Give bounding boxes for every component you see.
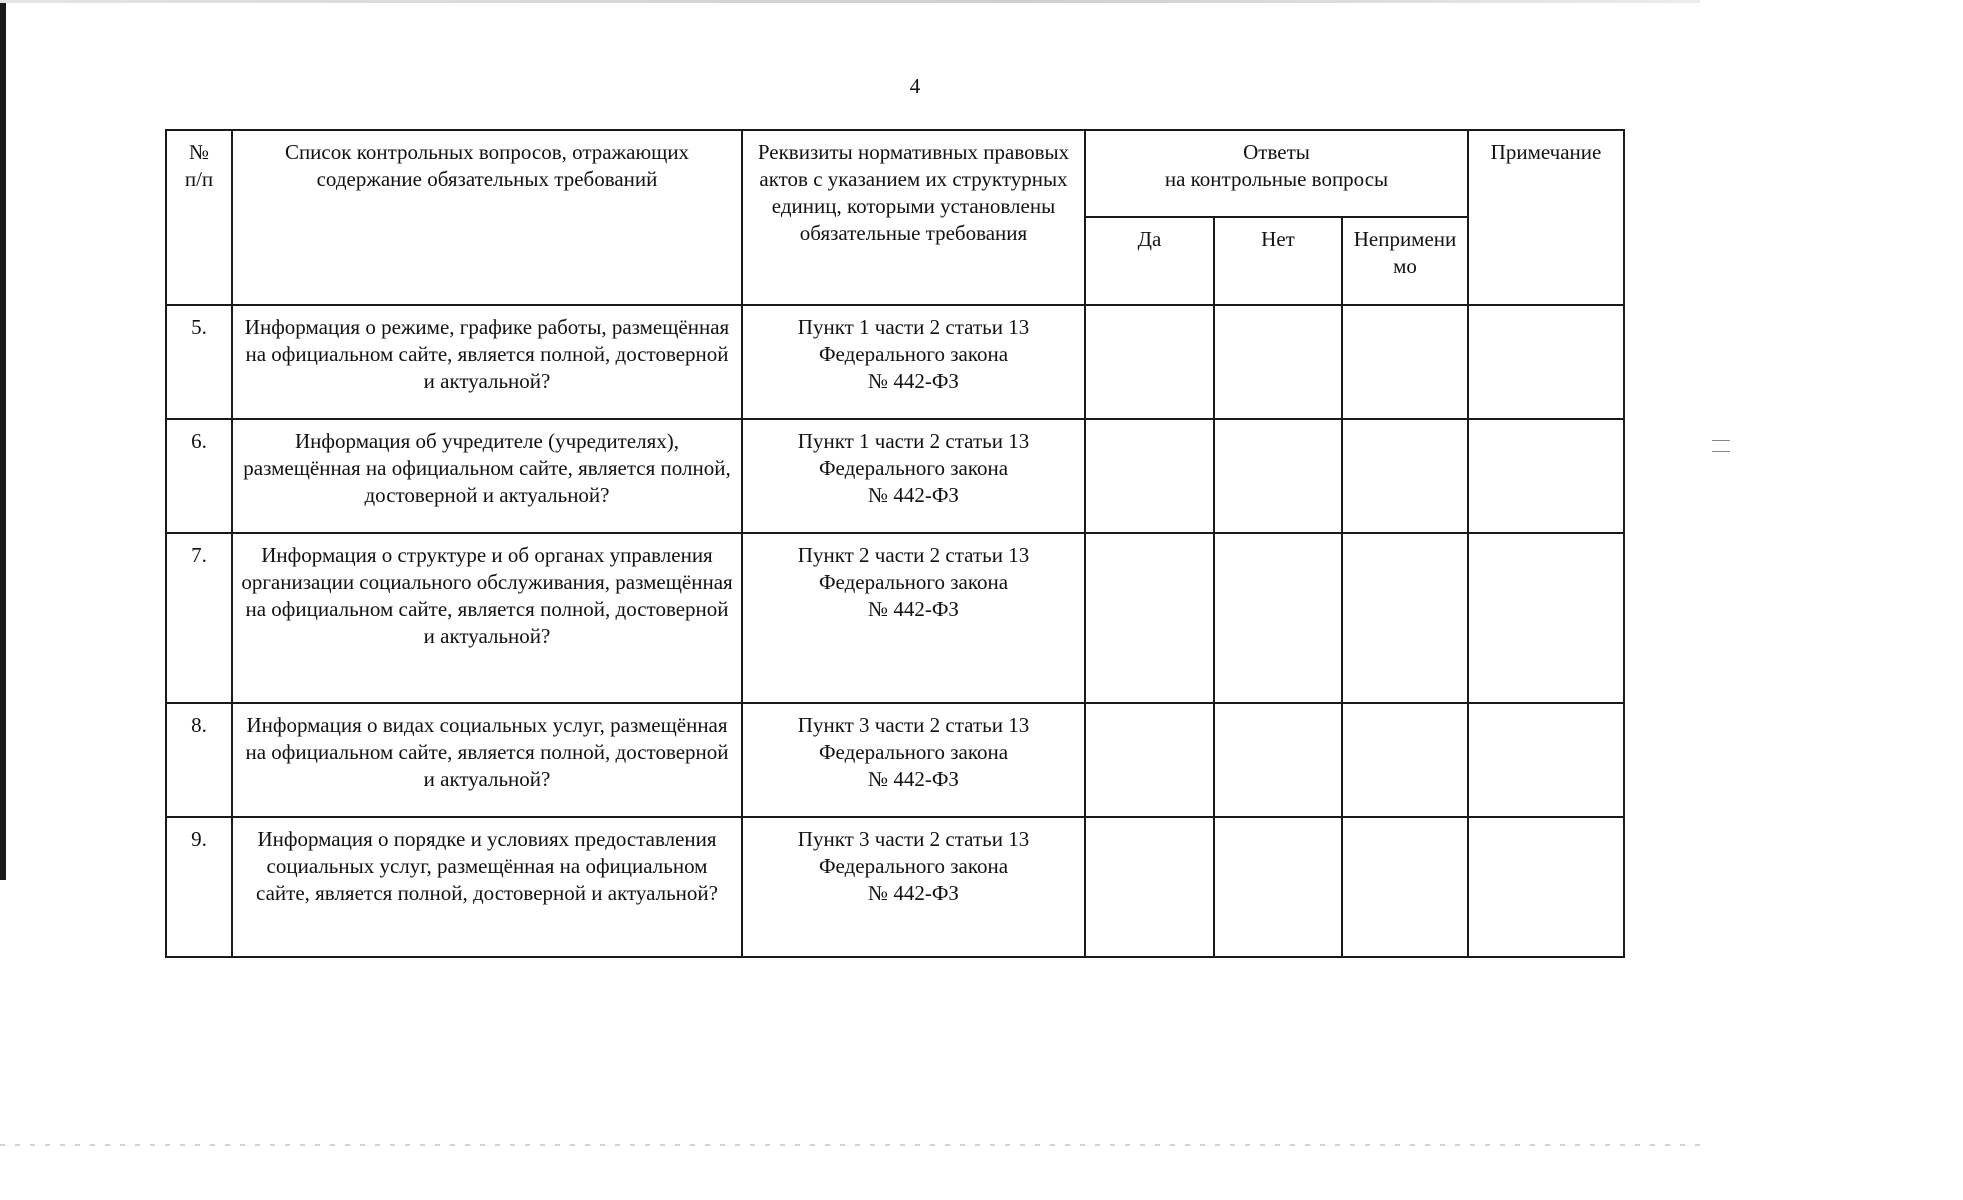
table-row bbox=[166, 817, 1624, 957]
table-row bbox=[166, 703, 1624, 817]
note-cell[interactable] bbox=[1468, 817, 1624, 957]
scan-margin-marks bbox=[1712, 440, 1730, 480]
answer-yes-cell[interactable] bbox=[1085, 817, 1214, 957]
answer-not-applicable-cell[interactable] bbox=[1342, 305, 1468, 419]
row-question: Информация о режиме, графике работы, размещённая на официальном сайте, является полной, достоверной и актуальной? bbox=[232, 305, 742, 419]
answer-yes-cell[interactable] bbox=[1085, 305, 1214, 419]
note-cell[interactable] bbox=[1468, 703, 1624, 817]
row-number: 8. bbox=[166, 703, 232, 817]
row-requisite: Пункт 1 части 2 статьи 13 Федерального закона № 442-ФЗ bbox=[742, 305, 1085, 419]
scan-bottom-noise bbox=[0, 1144, 1700, 1146]
row-question: Информация о структуре и об органах управления организации социального обслуживания, размещённая на официальном сайте, является полной, достоверной и актуальной? bbox=[232, 533, 742, 703]
row-requisite: Пункт 1 части 2 статьи 13 Федерального закона № 442-ФЗ bbox=[742, 419, 1085, 533]
note-cell[interactable] bbox=[1468, 419, 1624, 533]
header-questions: Список контрольных вопросов, отражающих содержание обязательных требований bbox=[232, 130, 742, 305]
answer-not-applicable-cell[interactable] bbox=[1342, 703, 1468, 817]
row-requisite: Пункт 3 части 2 статьи 13 Федерального закона № 442-ФЗ bbox=[742, 817, 1085, 957]
answer-no-cell[interactable] bbox=[1214, 419, 1342, 533]
header-answers: Ответы на контрольные вопросы bbox=[1085, 130, 1468, 217]
answer-not-applicable-cell[interactable] bbox=[1342, 419, 1468, 533]
answer-no-cell[interactable] bbox=[1214, 703, 1342, 817]
row-number: 6. bbox=[166, 419, 232, 533]
checklist-table bbox=[165, 129, 1625, 958]
page-number: 4 bbox=[909, 74, 921, 98]
answer-no-cell[interactable] bbox=[1214, 305, 1342, 419]
row-question: Информация о видах социальных услуг, размещённая на официальном сайте, является полной, достоверной и актуальной? bbox=[232, 703, 742, 817]
row-question: Информация о порядке и условиях предоставления социальных услуг, размещённая на официальном сайте, является полной, достоверной и актуальной? bbox=[232, 817, 742, 957]
header-note: Примечание bbox=[1468, 130, 1624, 305]
row-requisite: Пункт 2 части 2 статьи 13 Федерального закона № 442-ФЗ bbox=[742, 533, 1085, 703]
table-row bbox=[166, 305, 1624, 419]
answer-yes-cell[interactable] bbox=[1085, 703, 1214, 817]
row-number: 7. bbox=[166, 533, 232, 703]
answer-no-cell[interactable] bbox=[1214, 817, 1342, 957]
header-requisites: Реквизиты нормативных правовых актов с указанием их структурных единиц, которыми установлены обязательные требования bbox=[742, 130, 1085, 305]
header-yes: Да bbox=[1085, 217, 1214, 305]
row-number: 9. bbox=[166, 817, 232, 957]
row-number: 5. bbox=[166, 305, 232, 419]
answer-not-applicable-cell[interactable] bbox=[1342, 817, 1468, 957]
table-row bbox=[166, 419, 1624, 533]
note-cell[interactable] bbox=[1468, 305, 1624, 419]
answer-yes-cell[interactable] bbox=[1085, 533, 1214, 703]
scan-left-edge bbox=[0, 0, 6, 880]
answer-not-applicable-cell[interactable] bbox=[1342, 533, 1468, 703]
header-row bbox=[166, 130, 1624, 217]
header-no: Нет bbox=[1214, 217, 1342, 305]
header-number: № п/п bbox=[166, 130, 232, 305]
scan-top-edge bbox=[0, 0, 1700, 3]
row-question: Информация об учредителе (учредителях), размещённая на официальном сайте, является полной, достоверной и актуальной? bbox=[232, 419, 742, 533]
table-row bbox=[166, 533, 1624, 703]
answer-no-cell[interactable] bbox=[1214, 533, 1342, 703]
header-not-applicable: Неприменимо bbox=[1342, 217, 1468, 305]
note-cell[interactable] bbox=[1468, 533, 1624, 703]
row-requisite: Пункт 3 части 2 статьи 13 Федерального закона № 442-ФЗ bbox=[742, 703, 1085, 817]
answer-yes-cell[interactable] bbox=[1085, 419, 1214, 533]
